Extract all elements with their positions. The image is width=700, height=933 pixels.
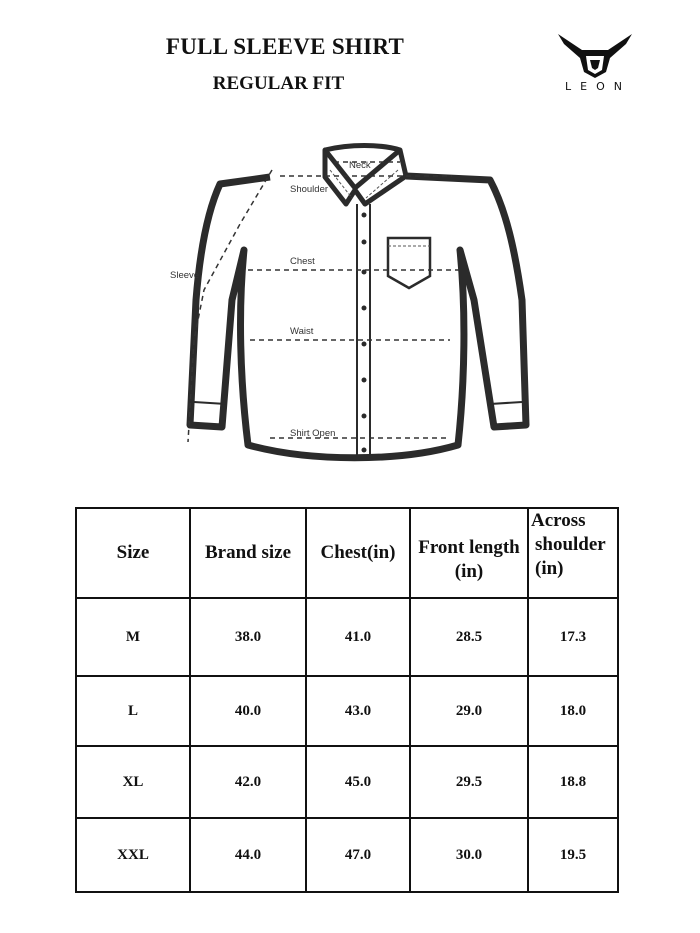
- cell-front-length: 28.5: [410, 598, 528, 676]
- table-header-row: [76, 508, 618, 598]
- header-brand-size: Brand size: [190, 508, 306, 598]
- cell-front-length: 30.0: [410, 818, 528, 892]
- header-across-shoulder: Across shoulder (in): [528, 508, 618, 598]
- cell-size: L: [76, 676, 190, 746]
- shirt-outline: [160, 140, 540, 475]
- label-shirt-open: Shirt Open: [290, 428, 336, 439]
- cell-chest: 45.0: [306, 746, 410, 818]
- table-row: [76, 598, 618, 676]
- table-row: [76, 746, 618, 818]
- brand-logo: [552, 30, 638, 96]
- header-front-length: Front length (in): [410, 508, 528, 598]
- cell-front-length: 29.0: [410, 676, 528, 746]
- cell-chest: 41.0: [306, 598, 410, 676]
- cell-size: XL: [76, 746, 190, 818]
- label-chest: Chest: [290, 256, 315, 267]
- header-chest: Chest(in): [306, 508, 410, 598]
- label-shoulder: Shoulder: [290, 184, 329, 195]
- table-row: [76, 818, 618, 892]
- cell-size: XXL: [76, 818, 190, 892]
- brand-logo-text: LEON: [565, 80, 631, 93]
- bull-head-icon: [552, 30, 638, 80]
- size-chart-table: [75, 507, 619, 893]
- cell-across-shoulder: 18.8: [528, 746, 618, 818]
- cell-front-length: 29.5: [410, 746, 528, 818]
- header-size: Size: [76, 508, 190, 598]
- page-title: FULL SLEEVE SHIRT: [165, 34, 405, 59]
- cell-brand-size: 42.0: [190, 746, 306, 818]
- cell-brand-size: 38.0: [190, 598, 306, 676]
- cell-chest: 43.0: [306, 676, 410, 746]
- cell-brand-size: 44.0: [190, 818, 306, 892]
- cell-across-shoulder: 17.3: [528, 598, 618, 676]
- page-subtitle: REGULAR FIT: [212, 73, 345, 94]
- cell-across-shoulder: 19.5: [528, 818, 618, 892]
- cell-brand-size: 40.0: [190, 676, 306, 746]
- label-sleeve: Sleeve: [170, 270, 200, 281]
- table-row: [76, 676, 618, 746]
- label-neck: Neck: [349, 160, 371, 171]
- cell-size: M: [76, 598, 190, 676]
- shirt-diagram: [160, 140, 540, 475]
- label-waist: Waist: [290, 326, 314, 337]
- cell-chest: 47.0: [306, 818, 410, 892]
- cell-across-shoulder: 18.0: [528, 676, 618, 746]
